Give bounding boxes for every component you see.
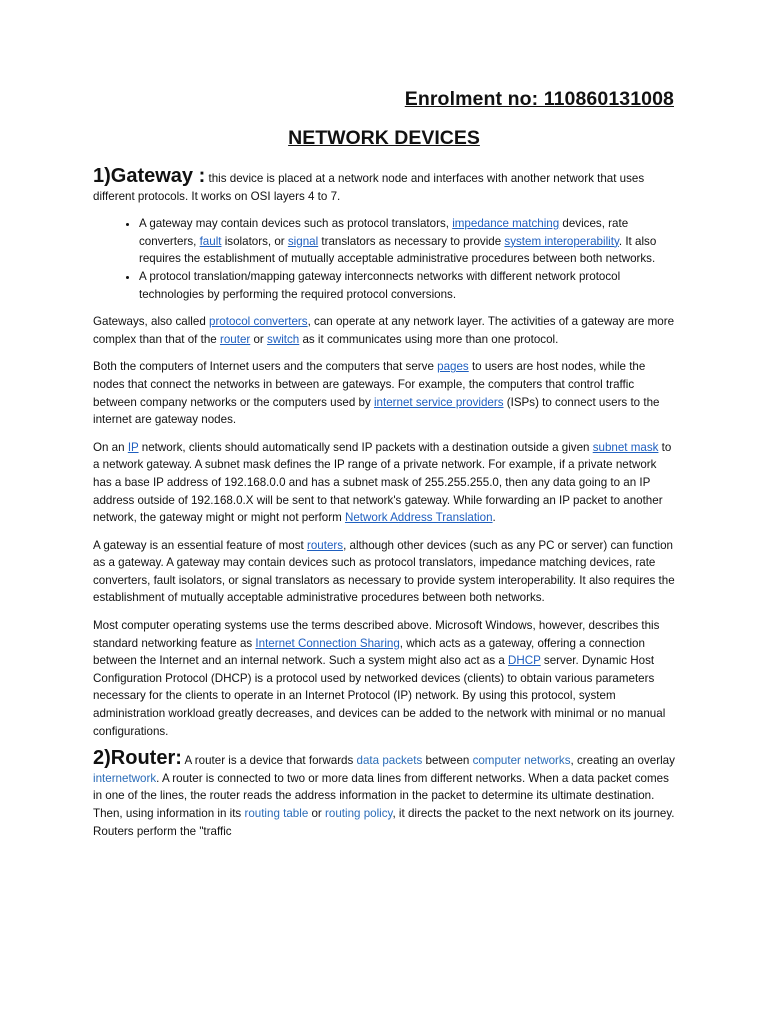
link-system-interoperability[interactable]: system interoperability [504, 234, 619, 248]
link-routing-table[interactable]: routing table [244, 807, 309, 820]
text-span: Most computer operating systems use the terms described above. Microsoft Windows, however, describes this standard networking feature as [93, 619, 660, 650]
text-span: , it directs the packet to the next network on its journey. Routers perform the "traffic [93, 807, 675, 838]
link-dhcp[interactable]: DHCP [508, 654, 541, 668]
text-span: , creating an overlay [570, 754, 675, 768]
link-computer-networks[interactable]: computer networks [472, 754, 571, 768]
text-span: , can operate at any network layer. The activities of a gateway are more complex than that of the [93, 315, 675, 346]
text-span: network, clients should automatically send IP packets with a destination outside a given [138, 440, 593, 454]
paragraph [93, 358, 676, 428]
paragraph [93, 617, 676, 740]
text-span: , although other devices (such as any PC or server) can function as a gateway. A gateway may contain devices such as protocol translators, impedance matching devices, rate converters, fault isolators, or signal translators as necessary to provide system interoperability. It also requires the establishment of mutually acceptable administrative procedures between both networks. [93, 538, 675, 605]
router-section [93, 747, 676, 840]
enrolment-heading: Enrolment no: 110860131008 [404, 88, 674, 110]
paragraph [93, 313, 676, 348]
link-protocol-converters[interactable]: protocol converters [209, 315, 308, 329]
text-span: . [492, 511, 496, 525]
text-span: or [250, 332, 268, 346]
paragraph [93, 537, 676, 607]
page-title: NETWORK DEVICES [288, 127, 480, 149]
text-span: translators as necessary to provide [318, 234, 505, 248]
link-internetwork[interactable]: internetwork [93, 771, 157, 785]
text-span: to a network gateway. A subnet mask defines the IP range of a private network. For example, if a private network has a base IP address of 192.168.0.0 and has a subnet mask of 255.255.255.0, then any data going to an IP address outside of 192.168.0.X will be sent to that network's gateway. While forwarding an IP packet to another network, the gateway might or might not perform [93, 440, 672, 525]
link-signal[interactable]: signal [287, 234, 319, 248]
text-span: . It also requires the establishment of mutually acceptable administrative procedures between both networks. [139, 234, 657, 266]
link-internet-service-providers[interactable]: internet service providers [373, 395, 504, 409]
list-item [139, 215, 676, 268]
link-subnet-mask[interactable]: subnet mask [592, 440, 659, 454]
paragraph [93, 439, 676, 527]
link-impedance-matching[interactable]: impedance matching [452, 217, 560, 231]
text-span: between [422, 754, 473, 768]
gateway-intro-text: this device is placed at a network node and interfaces with another network that uses different protocols. It works on OSI layers 4 to 7. [93, 172, 645, 203]
text-span: or [308, 807, 326, 820]
text-span: (ISPs) to connect users to the internet are gateway nodes. [93, 395, 660, 427]
router-heading: 2)Router: [93, 747, 182, 770]
text-span: Gateways, also called [93, 315, 209, 329]
gateway-heading: 1)Gateway : [93, 165, 206, 187]
link-router[interactable]: router [219, 332, 251, 346]
gateway-intro [93, 165, 676, 205]
document-body [93, 165, 676, 850]
text-span: A protocol translation/mapping gateway interconnects networks with different network protocol technologies by performing the required protocol conversions. [139, 269, 621, 301]
link-fault[interactable]: fault [199, 234, 222, 248]
text-span: to users are host nodes, while the nodes that connect the networks in between are gateways. For example, the computers that control traffic between company networks or the computers used by [93, 360, 646, 409]
text-span: A gateway may contain devices such as protocol translators, [139, 217, 453, 231]
text-span: Both the computers of Internet users and the computers that serve [93, 360, 438, 374]
text-span: isolators, or [221, 234, 288, 248]
gateway-bullet-list [93, 215, 676, 303]
text-span: devices, rate converters, [139, 217, 629, 248]
link-routers[interactable]: routers [306, 538, 344, 552]
list-item [139, 268, 676, 303]
text-span: A gateway is an essential feature of most [93, 538, 307, 552]
link-routing-policy[interactable]: routing policy [325, 807, 393, 820]
link-ip[interactable]: IP [127, 440, 139, 454]
link-network-address-translation[interactable]: Network Address Translation [344, 511, 493, 525]
link-internet-connection-sharing[interactable]: Internet Connection Sharing [255, 636, 400, 650]
link-pages[interactable]: pages [437, 360, 469, 374]
text-span: server. Dynamic Host Configuration Protocol (DHCP) is a protocol used by networked devices (clients) to obtain various parameters necessary for the clients to operate in an Internet Protocol (IP) network. By using this protocol, system administration workload greatly decreases, and devices can be added to the network with minimal or no manual configurations. [93, 654, 666, 738]
text-span: as it communicates using more than one protocol. [299, 332, 559, 346]
text-span: On an [93, 440, 128, 454]
link-switch[interactable]: switch [267, 332, 300, 346]
text-span: , which acts as a gateway, offering a connection between the Internet and an internal network. Such a system might also act as a [93, 636, 645, 668]
text-span: . A router is connected to two or more data lines from different networks. When a data packet comes in one of the lines, the router reads the address information in the packet to determine its ultimate destination. Then, using information in its [93, 771, 669, 820]
link-data-packets[interactable]: data packets [356, 754, 423, 768]
text-span: A router is a device that forwards [181, 754, 357, 768]
